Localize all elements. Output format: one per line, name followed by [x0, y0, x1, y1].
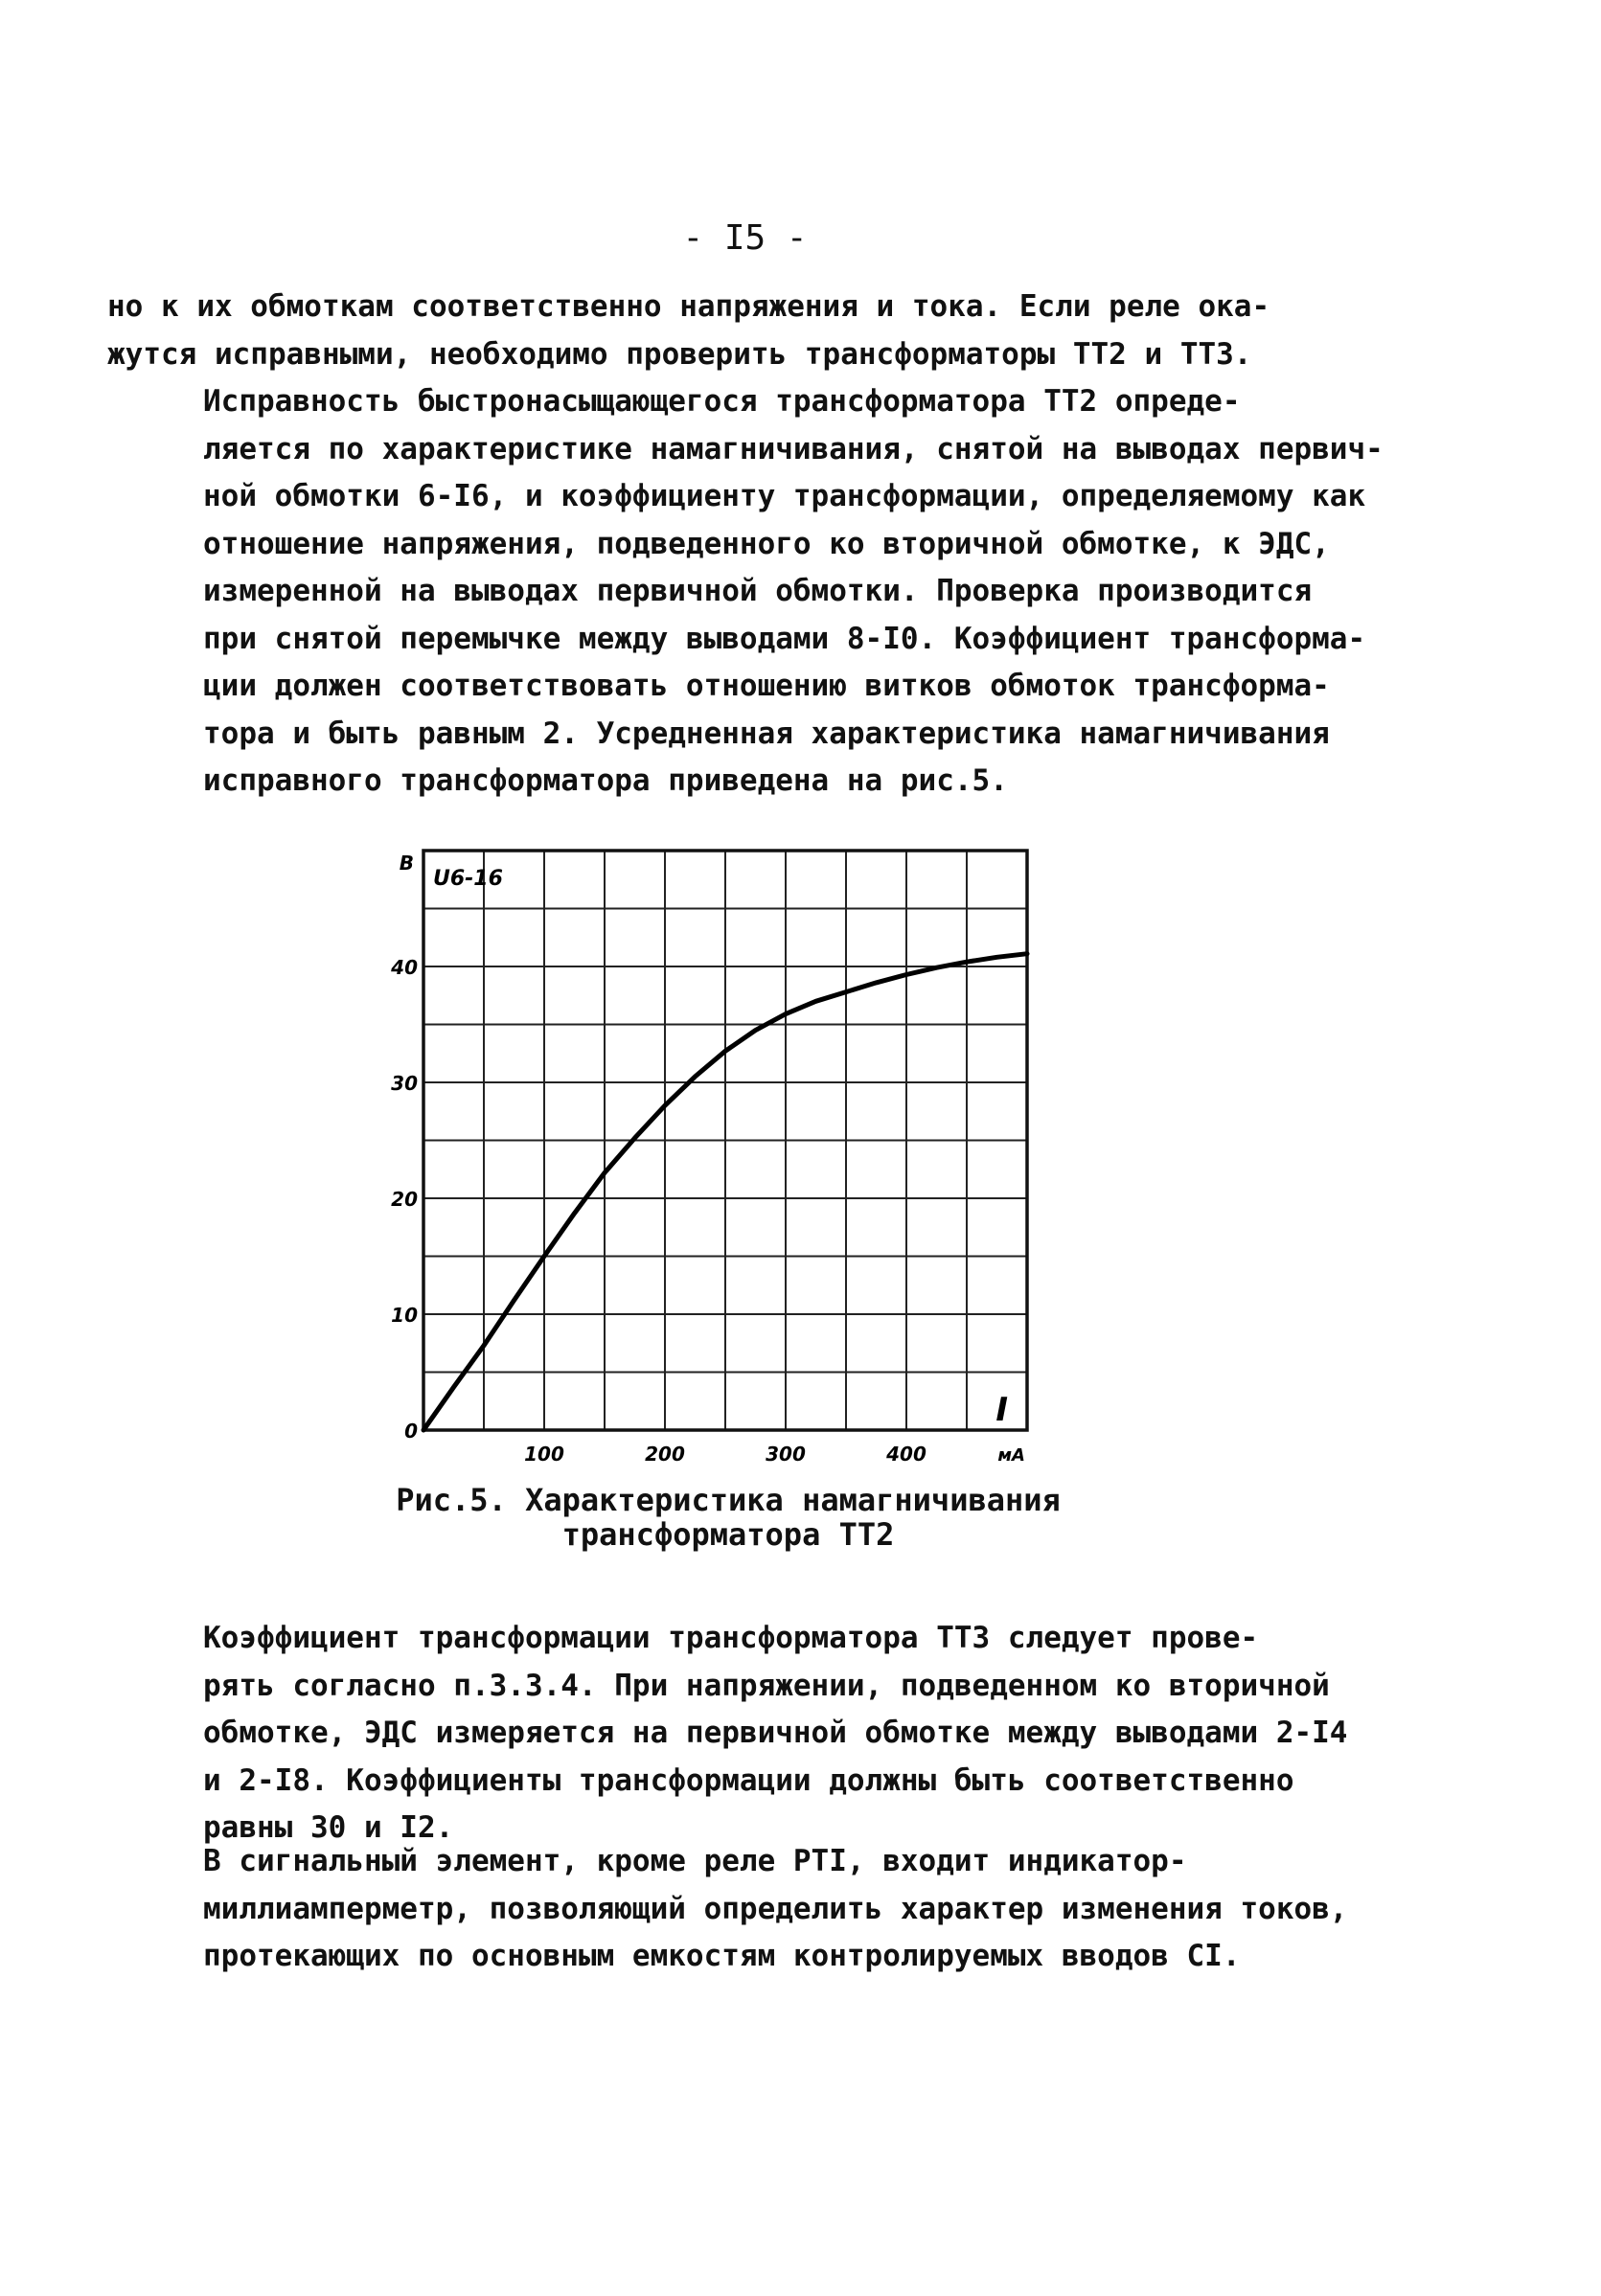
x-tick-label: 200	[645, 1443, 685, 1466]
y-tick-label: 40	[391, 956, 418, 979]
text-line: отношение напряжения, подведенного ко вторичной обмотке, к ЭДС,	[203, 526, 1330, 561]
x-tick-label: 300	[766, 1443, 806, 1466]
y-axis-label: U6-16	[433, 867, 503, 891]
text-line: В сигнальный элемент, кроме реле РТI, входит индикатор-	[203, 1844, 1187, 1878]
text-line: ции должен соответствовать отношению витков обмоток трансформа-	[203, 669, 1330, 703]
text-line: измеренной на выводах первичной обмотки. Проверка производится	[203, 574, 1313, 608]
paragraph-2	[107, 378, 1384, 806]
text-line: рять согласно п.3.3.4. При напряжении, подведенном ко вторичной	[203, 1668, 1330, 1703]
text-line: миллиамперметр, позволяющий определить характер изменения токов,	[203, 1891, 1348, 1926]
text-line: ляется по характеристике намагничивания, снятой на выводах первич-	[203, 431, 1384, 466]
x-axis-label: I	[995, 1391, 1008, 1429]
text-line: исправного трансформатора приведена на рис.5.	[203, 763, 1008, 798]
text-line: жутся исправными, необходимо проверить трансформаторы ТТ2 и ТТЗ.	[107, 336, 1252, 372]
text-line: протекающих по основным емкостям контролируемых вводов CI.	[203, 1939, 1241, 1973]
page-number: - I5 -	[682, 218, 808, 258]
text-line: при снятой перемычке между выводами 8-I0. Коэффициент трансформа-	[203, 621, 1366, 656]
text-line: и 2-I8. Коэффициенты трансформации должны быть соответственно	[203, 1762, 1294, 1798]
chart-svg	[364, 833, 1054, 1475]
text-line: ной обмотки 6-I6, и коэффициенту трансформации, определяемому как	[203, 479, 1366, 513]
x-tick-label: 400	[886, 1443, 926, 1466]
y-tick-label: 30	[391, 1072, 418, 1095]
text-line: Исправность быстронасыщающегося трансформатора ТТ2 опреде-	[203, 384, 1241, 419]
text-line: Коэффициент трансформации трансформатора ТТЗ следует прове-	[203, 1621, 1259, 1655]
y-unit-label: В	[399, 852, 414, 875]
y-tick-label: 20	[391, 1188, 418, 1211]
y-tick-label: 0	[404, 1420, 418, 1443]
paragraph-4	[107, 1838, 1348, 1981]
text-line: тора и быть равным 2. Усредненная характеристика намагничивания	[203, 716, 1330, 751]
text-line: обмотке, ЭДС измеряется на первичной обмотке между выводами 2-I4	[203, 1716, 1348, 1750]
text-line: равны 30 и I2.	[203, 1810, 454, 1845]
paragraph-1	[107, 284, 1343, 378]
y-tick-label: 10	[391, 1304, 418, 1327]
caption-line: трансформатора ТТ2	[561, 1516, 895, 1553]
paragraph-3	[107, 1615, 1348, 1853]
text-line: но к их обмоткам соответственно напряжения и тока. Если реле ока-	[107, 289, 1270, 324]
magnetization-chart	[364, 833, 1054, 1479]
x-tick-label: 100	[524, 1443, 564, 1466]
figure-caption	[316, 1483, 1140, 1552]
x-unit-label: мА	[997, 1445, 1025, 1466]
caption-line: Рис.5. Характеристика намагничивания	[396, 1482, 1061, 1518]
